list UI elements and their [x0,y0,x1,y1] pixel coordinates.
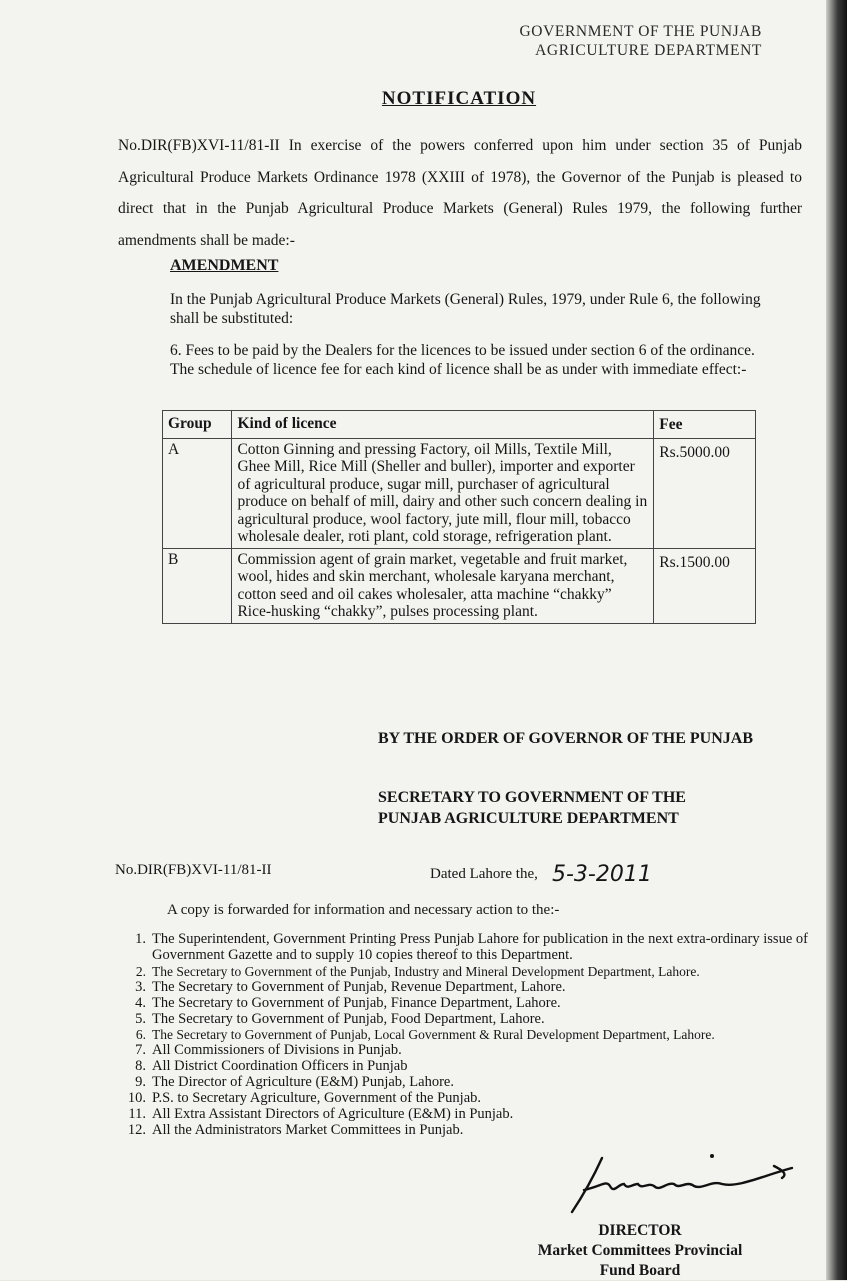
cell-kind: Cotton Ginning and pressing Factory, oil Mills, Textile Mill, Ghee Mill, Rice Mill (Sheller and buller), importer and exporter of agricultural produce, sugar mill, purchaser of agricultural produce on behalf of mill, dairy and other such concern dealing in agricultural produce, wool factory, jute mill, flour mill, tobacco wholesale dealer, roti plant, cold storage, refrigeration plant. [232,438,654,548]
list-item: 7. All Commissioners of Divisions in Punjab. [135,1042,402,1059]
list-item: 12. All the Administrators Market Committees in Punjab. [127,1121,464,1138]
header-fee: Fee [654,411,756,439]
table-header-row [163,411,756,439]
order-line: BY THE ORDER OF GOVERNOR OF THE PUNJAB [378,730,753,747]
header-kind: Kind of licence [232,411,654,439]
secretary-line-1: SECRETARY TO GOVERNMENT OF THE [378,789,686,806]
cell-fee: Rs.1500.00 [654,548,756,623]
signature [562,1150,802,1220]
notification-title: NOTIFICATION [381,88,537,109]
intro-paragraph: No.DIR(FB)XVI-11/81-II In exercise of the powers conferred upon him under section 35 of Punjab Agricultural Produce Markets Ordinance 1978 (XXIII of 1978), the Governor of the Punjab is pleased to direct that in the Punjab Agricultural Produce Markets (General) Rules 1979, the following further amendments shall be made:- [118,137,802,249]
header-group: Group [163,411,232,439]
cell-group: B [163,548,232,623]
list-item: 8. All District Coordination Officers in Punjab [135,1058,408,1075]
amendment-paragraph-2: 6. Fees to be paid by the Dealers for the licences to be issued under section 6 of the ordinance. The schedule of licence fee for each kind of licence shall be as under with immediate effect:- [170,342,755,378]
signatory-line-3: Fund Board [599,1262,681,1279]
list-item: 3. The Secretary to Government of Punjab, Revenue Department, Lahore. [135,978,566,995]
amendment-paragraph-1: In the Punjab Agricultural Produce Markets (General) Rules, 1979, under Rule 6, the following shall be substituted: [170,291,761,327]
list-item: 5. The Secretary to Government of Punjab, Food Department, Lahore. [135,1010,545,1027]
list-item: 11. All Extra Assistant Directors of Agriculture (E&M) in Punjab. [128,1105,514,1122]
licence-fee-table [162,410,756,624]
list-item: 9. The Director of Agriculture (E&M) Punjab, Lahore. [135,1074,454,1091]
cell-fee: Rs.5000.00 [654,438,756,548]
list-item: 6. The Secretary to Government of Punjab, Local Government & Rural Development Department, Lahore. [135,1027,715,1043]
list-item: 1. The Superintendent, Government Printing Press Punjab Lahore for publication in the next extra-ordinary issue of Government Gazette and to supply 10 copies thereof to this Department. [135,931,808,963]
cell-kind: Commission agent of grain market, vegetable and fruit market, wool, hides and skin merchant, wholesale karyana merchant, cotton seed and oil cakes wholesaler, atta machine “chakky” Rice-husking “chakky”, pulses processing plant. [232,548,654,623]
list-item: 2. The Secretary to Government of the Punjab, Industry and Mineral Development Department, Lahore. [135,963,700,979]
dated-label: Dated Lahore the, [430,866,538,882]
recipients-list [127,931,812,1139]
list-item: 4. The Secretary to Government of Punjab, Finance Department, Lahore. [135,994,561,1011]
department-header [520,22,762,60]
secretary-line-2: PUNJAB AGRICULTURE DEPARTMENT [378,810,679,827]
signatory-title: DIRECTOR [598,1222,682,1239]
header-line-department: AGRICULTURE DEPARTMENT [535,42,762,59]
table-row [163,438,756,548]
amendment-heading: AMENDMENT [170,257,279,274]
handwritten-date: 5-3-2011 [552,862,652,887]
header-line-government: GOVERNMENT OF THE PUNJAB [519,23,762,40]
signatory-line-2: Market Committees Provincial [537,1242,743,1259]
reference-number: No.DIR(FB)XVI-11/81-II [115,862,272,878]
cell-group: A [163,438,232,548]
copy-forwarded-line: A copy is forwarded for information and necessary action to the:- [167,902,560,918]
list-item: 10. P.S. to Secretary Agriculture, Government of the Punjab. [127,1090,482,1107]
page-shadow-edge [826,0,847,1280]
table-row [163,548,756,623]
